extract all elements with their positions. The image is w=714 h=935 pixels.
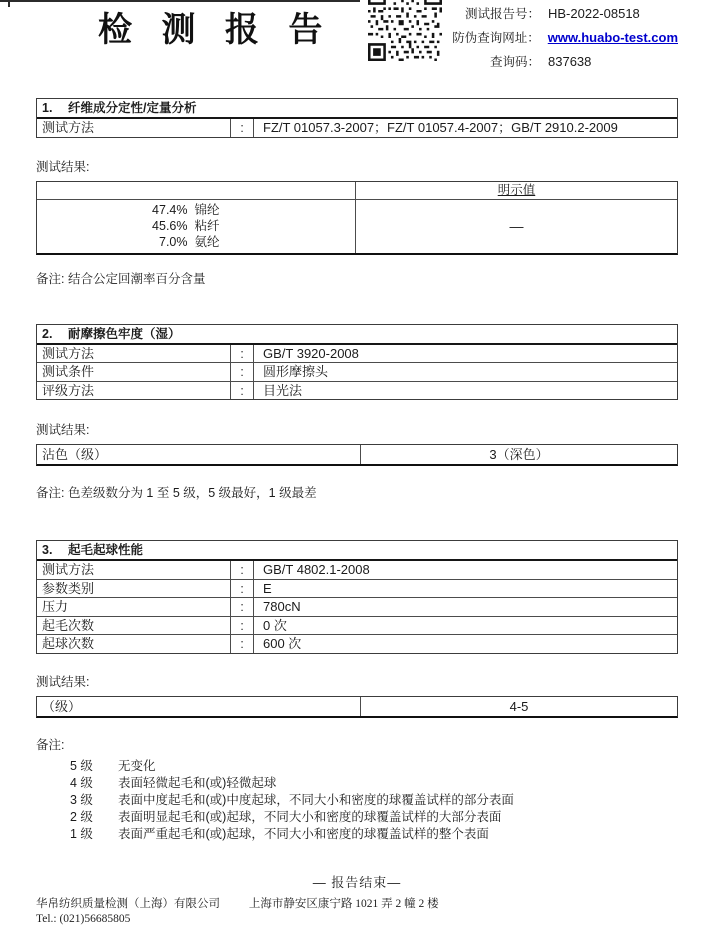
verify-url-label: 防伪查询网址： (452, 31, 540, 45)
section1-result-label: 测试结果: (36, 159, 90, 174)
table-row: 压力 : 780cN (37, 597, 677, 616)
footer-company-line (36, 897, 678, 912)
declared-value-cell: — (355, 200, 677, 253)
verify-url-link[interactable]: www.huabo-test.com (547, 29, 678, 45)
section2-heading (37, 325, 677, 345)
table-row: 起球次数 : 600 次 (37, 634, 677, 653)
qr-code-icon (368, 0, 442, 61)
declared-value-header: 明示值 (497, 182, 536, 197)
query-code-row (432, 49, 678, 73)
composition-line: 47.4% 锦纶 (152, 202, 220, 217)
section3-number: 3. (42, 543, 53, 557)
list-item: 5 级 无变化 (70, 758, 156, 773)
report-content (36, 0, 678, 925)
table-row: 评级方法 : 目光法 (37, 381, 677, 400)
table-row: 测试方法 : GB/T 3920-2008 (42, 345, 359, 361)
fiber-result-table (36, 181, 678, 255)
report-end-marker: — 报告结束— (312, 875, 402, 891)
pilling-result-row: （级） 4-5 (37, 697, 677, 716)
section-pilling (36, 540, 678, 843)
footer-tel-line: Tel.: (021)56685805 (36, 913, 131, 925)
list-item: 3 级 表面中度起毛和(或)中度起球，不同大小和密度的球覆盖试样的部分表面 (70, 792, 514, 807)
section-rubbing-fastness (36, 324, 678, 502)
report-header (36, 0, 678, 98)
table-row: 测试条件 : 圆形摩擦头 (37, 362, 677, 381)
section-fiber-composition (36, 98, 678, 287)
section3-result-label: 测试结果: (36, 674, 90, 689)
section1-title: 纤维成分定性/定量分析 (68, 101, 197, 115)
section2-title: 耐摩擦色牢度（湿） (68, 326, 181, 341)
grade-scale-list (36, 758, 678, 844)
section3-heading (37, 541, 677, 561)
verify-url-row (432, 25, 678, 49)
report-footer (36, 897, 678, 927)
list-item: 4 级 表面轻微起毛和(或)轻微起球 (70, 775, 277, 790)
table-row: 测试方法 : GB/T 4802.1-2008 (42, 562, 370, 577)
report-number-row (432, 1, 678, 25)
report-number-label: 测试报告号： (464, 7, 540, 21)
fiber-method-table (36, 98, 678, 138)
company-address: 上海市静安区康宁路 1021 弄 2 幢 2 楼 (248, 898, 439, 910)
section1-number: 1. (42, 101, 53, 115)
rubbing-result-row: 沾色（级） 3（深色） (37, 445, 677, 464)
report-number-value: HB-2022-08518 (548, 5, 640, 21)
page-title: 检 测 报 告 (98, 11, 333, 49)
table-row: 测试方法 : FZ/T 01057.3-2007；FZ/T 01057.4-2007；GB/T 2910.2-2009 (42, 120, 618, 135)
section2-number: 2. (42, 326, 53, 341)
query-code-label: 查询码： (489, 55, 540, 69)
section3-title: 起毛起球性能 (68, 543, 144, 557)
company-name: 华帛纺织质量检测（上海）有限公司 (36, 898, 220, 910)
fiber-composition-values (37, 200, 355, 253)
section1-remark: 备注: 结合公定回潮率百分含量 (36, 271, 206, 286)
section2-result-label: 测试结果: (36, 423, 90, 437)
query-code-value: 837638 (548, 53, 592, 69)
section3-remark-label: 备注: (36, 737, 65, 752)
section2-remark: 备注: 色差级数分为 1 至 5 级，5 级最好，1 级最差 (36, 486, 317, 500)
rubbing-result-table (36, 444, 678, 466)
table-row: 参数类别 : E (37, 579, 677, 598)
table-row: 起毛次数 : 0 次 (37, 616, 677, 635)
scan-edge-tick (8, 0, 10, 7)
pilling-result-table (36, 696, 678, 718)
composition-line: 45.6% 粘纤 (152, 218, 220, 233)
list-item: 1 级 表面严重起毛和(或)起球，不同大小和密度的球覆盖试样的整个表面 (70, 827, 489, 842)
fiber-result-data-row (37, 199, 677, 253)
section1-heading (37, 99, 677, 119)
rubbing-method-table (36, 324, 678, 401)
header-fields (432, 1, 678, 73)
fiber-result-header-row (37, 182, 677, 199)
composition-line: 7.0% 氨纶 (159, 234, 220, 249)
pilling-method-table (36, 540, 678, 654)
list-item: 2 级 表面明显起毛和(或)起球，不同大小和密度的球覆盖试样的大部分表面 (70, 810, 502, 825)
